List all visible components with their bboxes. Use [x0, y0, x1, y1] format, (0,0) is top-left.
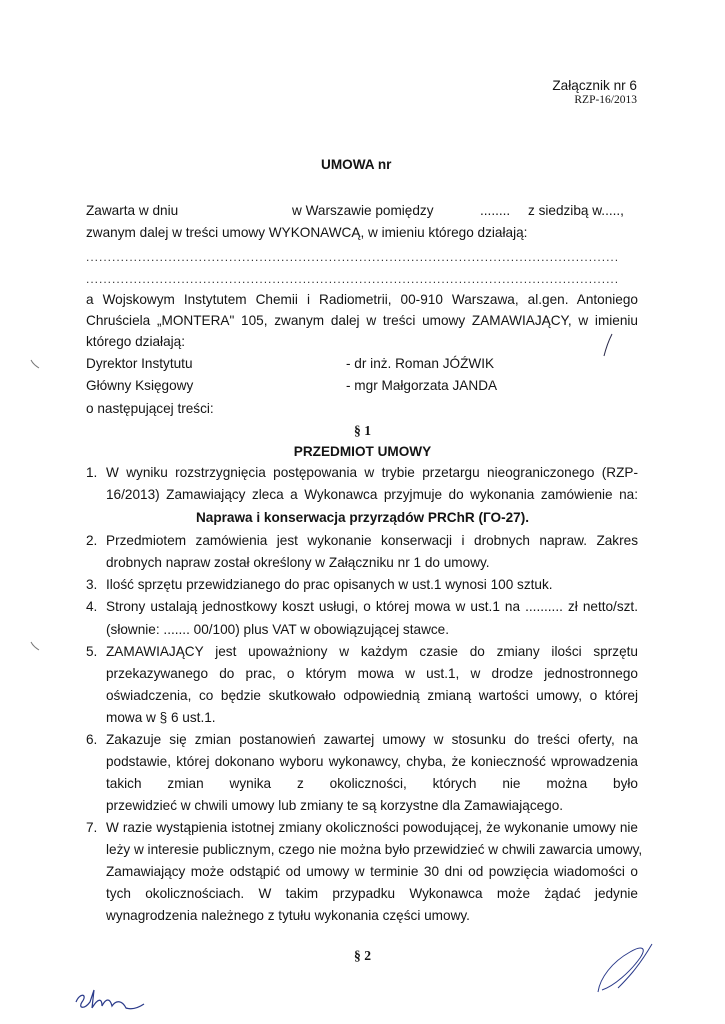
item-line: (słownie: ....... 00/100) plus VAT w obowiązującej stawce. [106, 622, 450, 637]
party-line-3: którego działają: [86, 334, 185, 349]
item-line: mowa w § 6 ust.1. [106, 710, 216, 725]
intro-date-label: Zawarta w dniu [86, 203, 179, 218]
section-1-heading: PRZEDMIOT UMOWY [293, 444, 432, 459]
item-emphasis: Naprawa i konserwacja przyrządów PRChR (ГО-27). [195, 510, 530, 525]
signatory-role: Główny Księgowy [86, 378, 194, 393]
item-line: przewidzieć w chwili umowy lub zmiany te są korzystne dla Zamawiającego. [106, 798, 564, 813]
signatory-role: Dyrektor Instytutu [86, 356, 193, 371]
item-number: 4. [86, 599, 98, 614]
signatory-name: - mgr Małgorzata JANDA [346, 378, 498, 393]
item-line: Ilość sprzętu przewidzianego do prac opisanych w ust.1 wynosi 100 sztuk. [106, 577, 553, 592]
section-2-number: § 2 [354, 948, 371, 963]
item-line: W wyniku rozstrzygnięcia postępowania w trybie przetargu nieograniczonego (RZP- [106, 465, 638, 480]
intro-closing: o następującej treści: [86, 401, 214, 416]
item-line: Zakazuje się zmian postanowień zawartej umowy w stosunku do treści oferty, na [106, 732, 638, 747]
item-line: oświadczenia, co będzie skutkowało odpowiednią zmianą wartości umowy, o której [106, 688, 638, 703]
item-line: wynagrodzenia należnego z tytułu wykonania części umowy. [106, 908, 470, 923]
item-number: 7. [86, 820, 98, 835]
item-number: 3. [86, 577, 98, 592]
hole-punch-mark-icon [30, 358, 40, 370]
hole-punch-mark-icon [30, 640, 40, 652]
intro-seat: z siedzibą w....., [528, 203, 624, 218]
signatory-name: - dr inż. Roman JÓŹWIK [346, 356, 495, 371]
handwritten-paraph-icon [590, 940, 660, 1000]
item-line: przekazywanego do prac, o którym mowa w ust.1, w drodze jednostronnego [106, 666, 638, 681]
handwritten-mark-icon [590, 330, 620, 360]
party-line-1: a Wojskowym Instytutem Chemii i Radiometrii, 00-910 Warszawa, al.gen. Antoniego [86, 292, 638, 307]
reference-number: RZP-16/2013 [574, 94, 637, 106]
item-line: Przedmiotem zamówienia jest wykonanie konserwacji i drobnych napraw. Zakres [106, 533, 638, 548]
item-line: leży w interesie publicznym, czego nie można było przewidzieć w chwili zawarcia umowy, [106, 842, 643, 857]
dotted-line-2: ........................................................................................................................... [86, 272, 620, 286]
item-line: W razie wystąpienia istotnej zmiany okoliczności powodującej, że wykonanie umowy nie [106, 820, 638, 835]
handwritten-initials-icon [72, 984, 152, 1014]
item-line: Zamawiający może odstąpić od umowy w terminie 30 dni od powzięcia wiadomości o [106, 864, 638, 879]
item-number: 1. [86, 465, 98, 480]
page-title: UMOWA nr [321, 157, 392, 172]
item-number: 6. [86, 732, 98, 747]
item-line: 16/2013) Zamawiający zleca a Wykonawca przyjmuje do wykonania zamówienie na: [106, 487, 638, 502]
intro-contractor-line: zwanym dalej w treści umowy WYKONAWCĄ, w imieniu którego działają: [86, 225, 528, 240]
item-line: ZAMAWIAJĄCY jest upoważniony w każdym czasie do zmiany ilości sprzętu [106, 644, 638, 659]
item-line: Strony ustalają jednostkowy koszt usługi, o której mowa w ust.1 na .......... zł netto/szt. [106, 599, 638, 614]
item-line: takich zmian wynika z okoliczności, których nie można było [106, 776, 638, 791]
dotted-line-1: ........................................................................................................................... [86, 250, 620, 264]
item-line: tych okolicznościach. W takim przypadku Wykonawca może żądać jedynie [106, 886, 638, 901]
intro-dots: ........ [480, 203, 511, 218]
party-line-2: Chruściela „MONTERA" 105, zwanym dalej w treści umowy ZAMAWIAJĄCY, w imieniu [86, 313, 638, 328]
item-line: podstawie, której dokonano wyboru wykonawcy, chyba, że konieczność wprowadzenia [106, 754, 638, 769]
item-number: 2. [86, 533, 98, 548]
attachment-label: Załącznik nr 6 [552, 78, 637, 93]
intro-place: w Warszawie pomiędzy [292, 203, 434, 218]
item-line: drobnych napraw został określony w Załączniku nr 1 do umowy. [106, 555, 490, 570]
item-number: 5. [86, 644, 98, 659]
section-1-number: § 1 [354, 423, 371, 438]
